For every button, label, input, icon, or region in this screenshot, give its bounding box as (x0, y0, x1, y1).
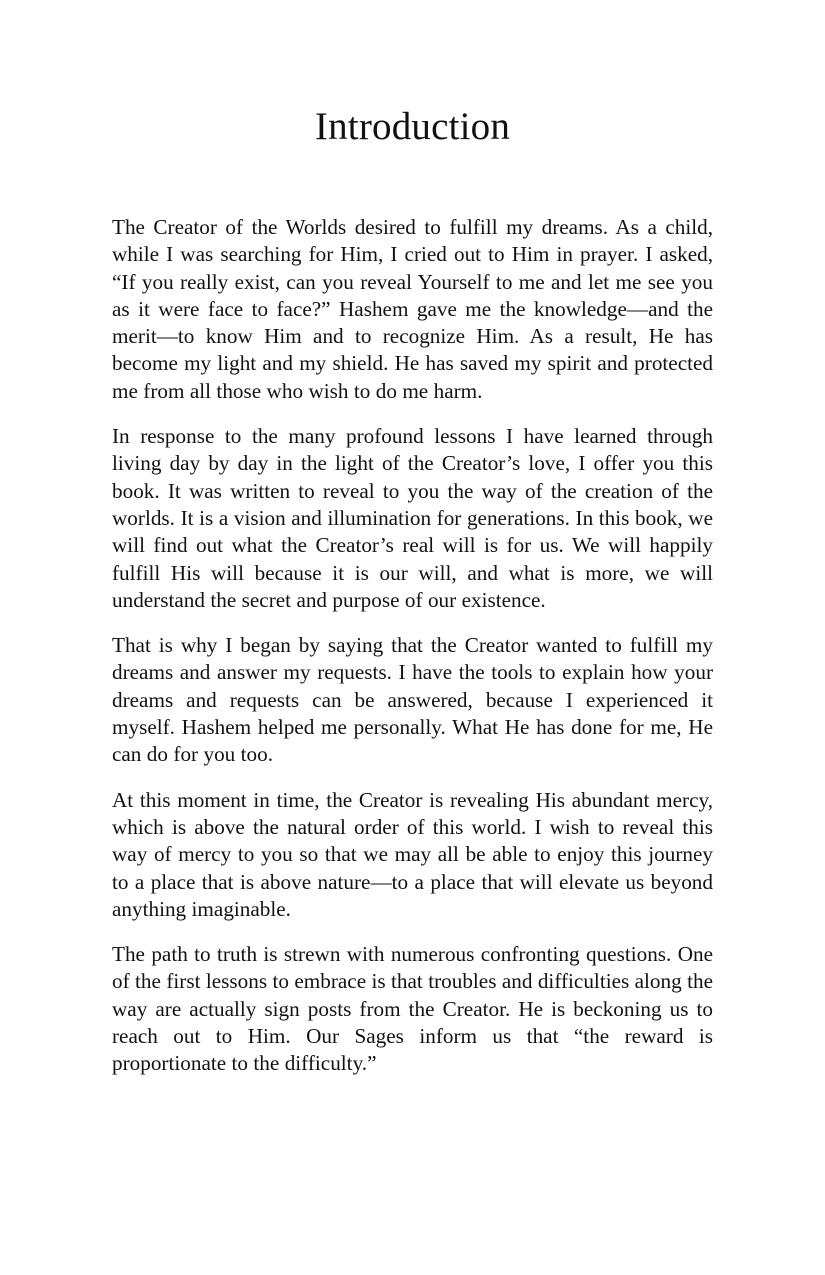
body-text-column (112, 214, 713, 1078)
paragraph-5: The path to truth is strewn with numerous confronting questions. One of the first lessons to embrace is that troubles and difficulties along the way are actually sign posts from the Creator. He is beckoning us to reach out to Him. Our Sages inform us that “the reward is proportionate to the difficulty.” (112, 942, 713, 1076)
paragraph-4: At this moment in time, the Creator is revealing His abundant mercy, which is above the natural order of this world. I wish to reveal this way of mercy to you so that we may all be able to enjoy this journey to a place that is above nature—to a place that will elevate us beyond anything imaginable. (112, 787, 713, 921)
paragraph-1: The Creator of the Worlds desired to fulfill my dreams. As a child, while I was searching for Him, I cried out to Him in prayer. I asked, “If you really exist, can you reveal Yourself to me and let me see you as it were face to face?” Hashem gave me the knowledge—and the merit—to know Him and to recognize Him. As a result, He has become my light and my shield. He has saved my spirit and protected me from all those who wish to do me harm. (112, 215, 713, 403)
paragraph-3: That is why I began by saying that the Creator wanted to fulfill my dreams and answer my requests. I have the tools to explain how your dreams and requests can be answered, because I experienced it myself. Hashem helped me personally. What He has done for me, He can do for you too. (112, 633, 713, 767)
page-title: Introduction (314, 105, 511, 148)
paragraph-2: In response to the many profound lessons I have learned through living day by day in the light of the Creator’s love, I offer you this book. It was written to reveal to you the way of the creation of the worlds. It is a vision and illumination for generations. In this book, we will find out what the Creator’s real will is for us. We will happily fulfill His will because it is our will, and what is more, we will understand the secret and purpose of our existence. (112, 424, 713, 612)
